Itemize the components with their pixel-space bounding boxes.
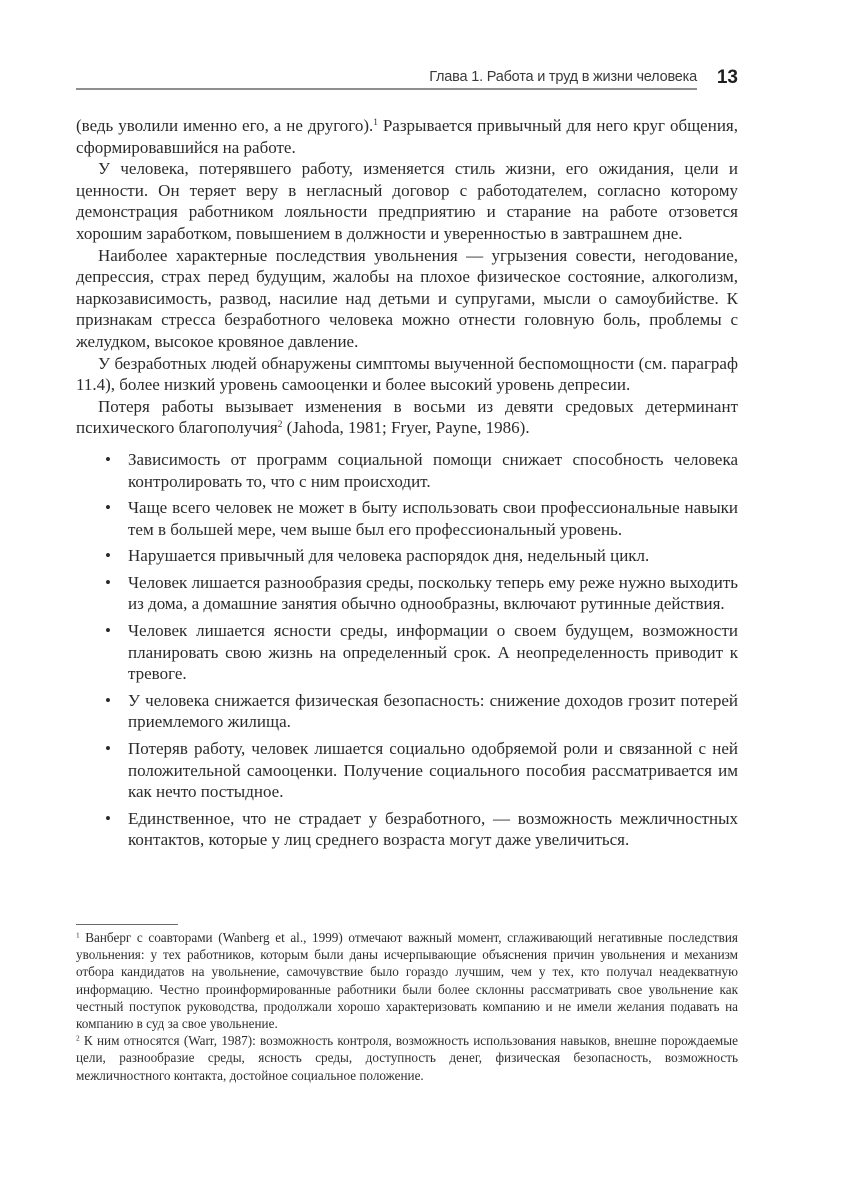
paragraph: У человека, потерявшего работу, изменяется стиль жизни, его ожидания, цели и ценности. Он теряет веру в негласный договор с работодателем, согласно которому демонстрация работником лояльности предприятию и старание на работе отзовется хорошим заработком, повышением в должности и уверенностью в завтрашнем дне. (76, 159, 738, 243)
list-item-text: Единственное, что не страдает у безработного, — возможность межличностных контактов, которые у лиц среднего возраста могут даже увеличиться. (128, 808, 738, 850)
bullet-icon: • (105, 690, 111, 710)
paragraph (76, 396, 738, 439)
list-item (76, 497, 738, 540)
footnote (76, 1032, 738, 1084)
list-item (76, 808, 738, 851)
bullet-icon: • (105, 739, 111, 759)
footnotes (76, 929, 738, 1084)
paragraph: Наиболее характерные последствия увольнения — угрызения совести, негодование, депрессия, страх перед будущим, жалобы на плохое физическое состояние, алкоголизм, наркозависимость, развод, насилие над детьми и супругами, мысли о самоубийстве. К признакам стресса безработного человека можно отнести головную боль, проблемы с желудком, высокое кровяное давление. (76, 245, 738, 351)
list-item (76, 690, 738, 733)
bullet-icon: • (105, 621, 111, 641)
page-number: 13 (716, 67, 738, 88)
list-item-text: Человек лишается ясности среды, информации о своем будущем, возможности планировать свою жизнь на определенный срок. А неопределенность приводит к тревоге. (128, 621, 738, 684)
footnote-ref[interactable]: 2 (277, 420, 283, 431)
list-item-text: У человека снижается физическая безопасность: снижение доходов грозит потерей приемлемого жилища. (128, 690, 738, 732)
list-item-text: Нарушается привычный для человека распорядок дня, недельный цикл. (128, 546, 650, 566)
footnote-ref[interactable]: 1 (373, 117, 378, 128)
footnote-text: Ванберг с соавторами (Wanberg et al., 1999) отмечают важный момент, сглаживающий негативные последствия увольнения: у тех работников, которым были даны исчерпывающие объяснения причин увольнения и механизм отбора кандидатов на увольнение, самочувствие было гораздо лучшим, чем у тех, кто получал неадекватную информацию. Честно проинформированные работники были более склонны рассматривать свое увольнение как честный поступок руководства, продолжали хорошо характеризовать компанию и не имели желания подавать на компанию в суд за свое увольнение. (76, 930, 738, 1032)
bullet-icon: • (105, 808, 111, 828)
bullet-icon: • (105, 546, 111, 566)
list-item (76, 572, 738, 615)
running-head (76, 64, 738, 94)
paragraph (76, 115, 738, 158)
bullet-icon: • (105, 449, 111, 469)
bullet-icon: • (105, 498, 111, 518)
body-text (76, 115, 738, 856)
bullet-list (76, 449, 738, 851)
paragraph-text: Разрывается привычный для него круг общения, сформировавшийся на работе. (76, 116, 738, 157)
footnote-text: К ним относятся (Warr, 1987): возможность контроля, возможность использования навыков, внешне порождаемые цели, разнообразие среды, ясность среды, доступность денег, физическая безопасность, возможность межличностного контакта, достойное социальное положение. (76, 1033, 738, 1083)
footnote-marker: 1 (76, 931, 80, 940)
footnote-separator (76, 924, 178, 925)
paragraph-text: (Jahoda, 1981; Fryer, Payne, 1986). (282, 418, 530, 438)
paragraph: У безработных людей обнаружены симптомы выученной беспомощности (см. параграф 11.4), более низкий уровень самооценки и более высокий уровень депресии. (76, 353, 738, 395)
list-item-text: Потеряв работу, человек лишается социально одобряемой роли и связанной с ней положительной самооценки. Получение социального пособия рассматривается им как нечто постыдное. (128, 739, 738, 802)
chapter-title: Глава 1. Работа и труд в жизни человека (429, 69, 697, 85)
list-item-text: Зависимость от программ социальной помощи снижает способность человека контролировать то, что с ним происходит. (128, 449, 738, 491)
footnote (76, 929, 738, 1032)
paragraph-text: (ведь уволили именно его, а не другого). (76, 116, 374, 135)
footnote-marker: 2 (76, 1034, 80, 1043)
header-rule (76, 88, 697, 90)
list-item (76, 545, 738, 567)
list-item (76, 449, 738, 492)
bullet-icon: • (105, 572, 111, 592)
list-item (76, 620, 738, 685)
paragraph-text: Потеря работы вызывает изменения в восьми из девяти средовых детерминант психического благополучия (76, 396, 738, 438)
list-item-text: Чаще всего человек не может в быту использовать свои профессиональные навыки тем в большей мере, чем выше был его профессиональный уровень. (128, 498, 738, 539)
list-item (76, 738, 738, 803)
list-item-text: Человек лишается разнообразия среды, поскольку теперь ему реже нужно выходить из дома, а домашние занятия обычно однообразны, включают рутинные действия. (128, 572, 738, 614)
